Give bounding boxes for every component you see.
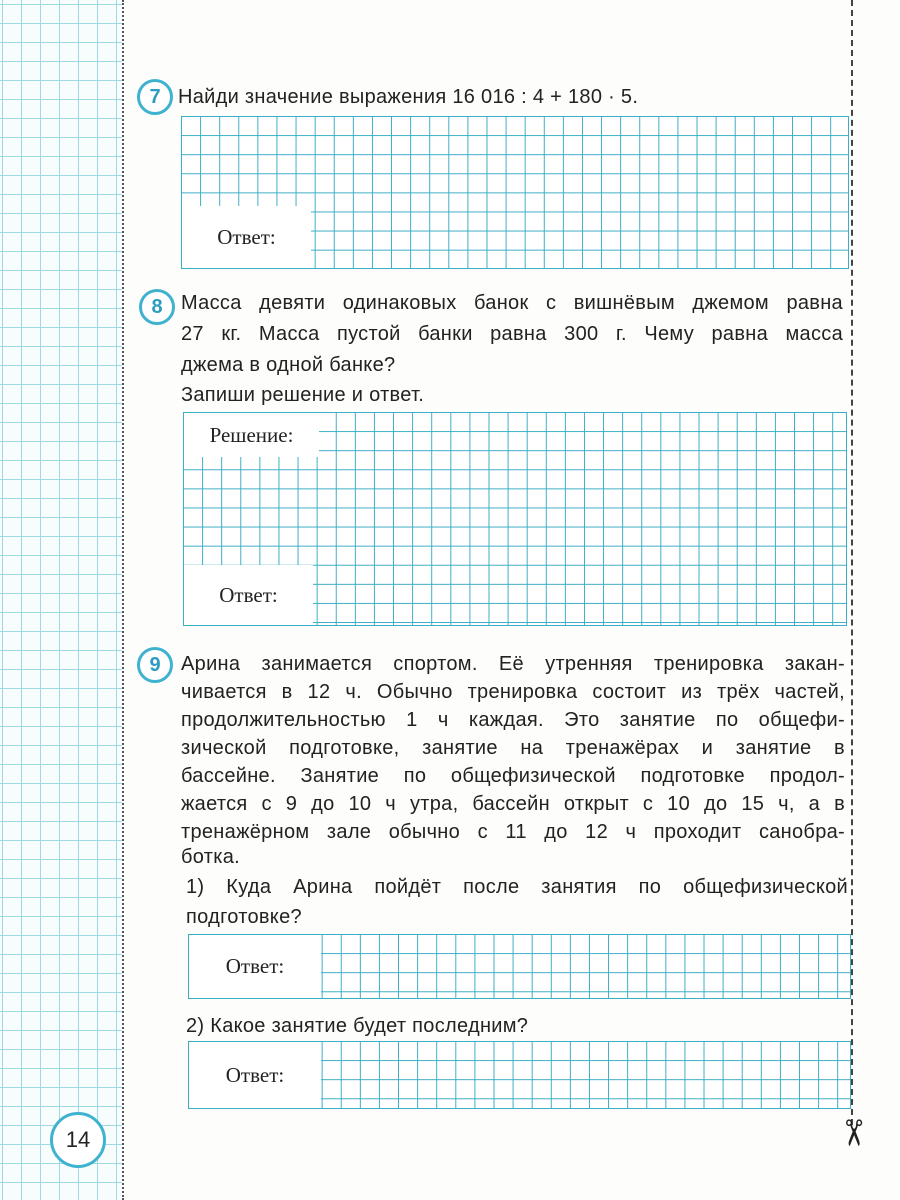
- task-9-line-4: зической подготовке, занятие на тренажёрах и занятие в: [181, 737, 845, 759]
- task-9-line-8: ботка.: [181, 846, 240, 868]
- task-9-answer-2-label: Ответ:: [189, 1042, 321, 1108]
- task-8-solution-grid[interactable]: [183, 412, 847, 626]
- binding-dotted-line: [122, 0, 124, 1200]
- task-7-number: 7: [137, 79, 173, 115]
- task-9-question-2: 2) Какое занятие будет последним?: [186, 1015, 529, 1037]
- task-9-line-1: Арина занимается спортом. Её утренняя тренировка закан-: [181, 653, 845, 675]
- task-9-answer-1-grid[interactable]: [188, 934, 851, 999]
- task-7-text: Найди значение выражения 16 016 : 4 + 180 · 5.: [178, 86, 639, 108]
- page-number: 14: [50, 1112, 106, 1168]
- task-8-line-1: Масса девяти одинаковых банок с вишнёвым джемом равна: [181, 292, 843, 314]
- task-9-line-5: бассейне. Занятие по общефизической подготовке продол-: [181, 765, 845, 787]
- task-9-number: 9: [137, 647, 173, 683]
- task-9-line-6: жается с 9 до 10 ч утра, бассейн открыт с 10 до 15 ч, а в: [181, 793, 845, 815]
- task-8-solution-label: Решение:: [184, 413, 319, 457]
- task-9-question-1-line-1: 1) Куда Арина пойдёт после занятия по общефизической: [186, 876, 848, 898]
- task-8-line-2: 27 кг. Масса пустой банки равна 300 г. Чему равна масса: [181, 323, 843, 345]
- task-8-answer-label: Ответ:: [184, 565, 313, 625]
- task-9-line-2: чивается в 12 ч. Обычно тренировка состоит из трёх частей,: [181, 681, 845, 703]
- margin-grid: [0, 0, 122, 1200]
- task-9-answer-1-label: Ответ:: [189, 935, 321, 998]
- task-7-answer-label: Ответ:: [182, 206, 311, 268]
- task-8-line-3: джема в одной банке?: [181, 354, 396, 376]
- task-9-answer-2-grid[interactable]: [188, 1041, 851, 1109]
- task-9-line-3: продолжительностью 1 ч каждая. Это занятие по общефи-: [181, 709, 845, 731]
- task-9-line-7: тренажёрном зале обычно с 11 до 12 ч проходит санобра-: [181, 821, 845, 843]
- task-8-instruction: Запиши решение и ответ.: [181, 384, 425, 406]
- task-8-number: 8: [139, 289, 175, 325]
- scissors-icon: ✂: [833, 1117, 875, 1149]
- task-9-question-1-line-2: подготовке?: [186, 906, 302, 928]
- cut-dashed-line: [851, 0, 853, 1125]
- task-7-answer-grid[interactable]: [181, 116, 849, 269]
